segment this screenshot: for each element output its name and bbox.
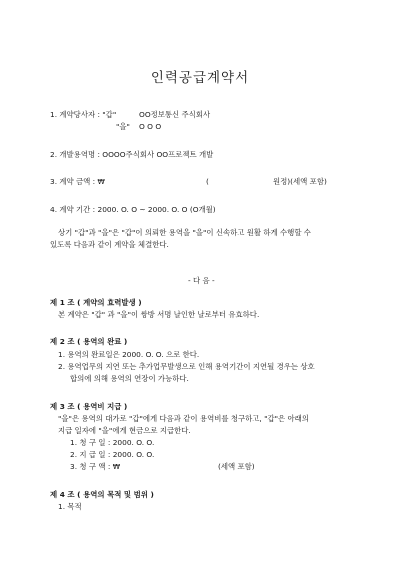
article-2-item-2a: 2. 용역업무의 지연 또는 추가업무발생으로 인해 용역기간이 지연될 경우는 상호 [58, 362, 315, 371]
document-title: 인력공급계약서 [150, 70, 250, 86]
section-3-label: 3. 계약 금액 : ₩ [50, 177, 105, 186]
article-3-item-1: 1. 청 구 일 : 2000. O. O. [70, 438, 155, 447]
next-heading: - 다 음 - [188, 276, 215, 285]
article-2-heading: 제 2 조 ( 용역의 완료 ) [50, 337, 128, 346]
article-2-item-2b: 합의에 의해 용역의 연장이 가능하다. [70, 374, 189, 383]
article-3-heading: 제 3 조 ( 용역비 지급 ) [50, 402, 128, 411]
article-3-item-3: 3. 청 구 액 : ₩ [70, 462, 121, 471]
eul-name: O O O [139, 122, 162, 131]
intro-line-1: 상기 "갑"과 "을"은 "갑"이 의뢰한 용역을 "을"이 신속하고 원활 하게 수행할 수 [58, 228, 311, 237]
article-3-item-3-tax: (세액 포함) [218, 462, 255, 471]
article-2-item-1: 1. 용역의 완료일은 2000. O. O. 으로 한다. [58, 350, 200, 359]
eul-label: "을" [116, 122, 130, 131]
article-4-item-1: 1. 목적 [58, 502, 82, 511]
section-1-label: 1. 계약당사자 : "갑" [50, 110, 117, 119]
section-3-paren-open: ( [206, 177, 209, 186]
article-3-item-2: 2. 지 급 일 : 2000. O. O. [70, 450, 155, 459]
article-3-body-1: "을"은 용역의 대가로 "갑"에게 다음과 같이 용역비를 청구하고, "갑"은 아래의 [58, 414, 309, 423]
article-1-heading: 제 1 조 ( 계약의 효력발생 ) [50, 298, 142, 307]
article-1-body: 본 계약은 "갑" 과 "을"이 쌍방 서명 날인한 날로부터 유효하다. [58, 310, 260, 319]
article-3-body-2: 지급 일자에 "을"에게 현금으로 지급한다. [58, 426, 191, 435]
intro-line-2: 있도록 다음과 같이 계약을 체결한다. [50, 240, 169, 249]
section-4: 4. 계약 기간 : 2000. O. O ~ 2000. O. O (O개월) [50, 205, 216, 214]
section-3-paren-close: 원정)(세액 포함) [273, 177, 327, 186]
gap-company: OO정보통신 주식회사 [139, 110, 211, 119]
article-4-heading: 제 4 조 ( 용역의 목적 및 범위 ) [50, 490, 154, 499]
section-2: 2. 개발용역명 : OOOO주식회사 OO프로젝트 개발 [50, 150, 214, 159]
